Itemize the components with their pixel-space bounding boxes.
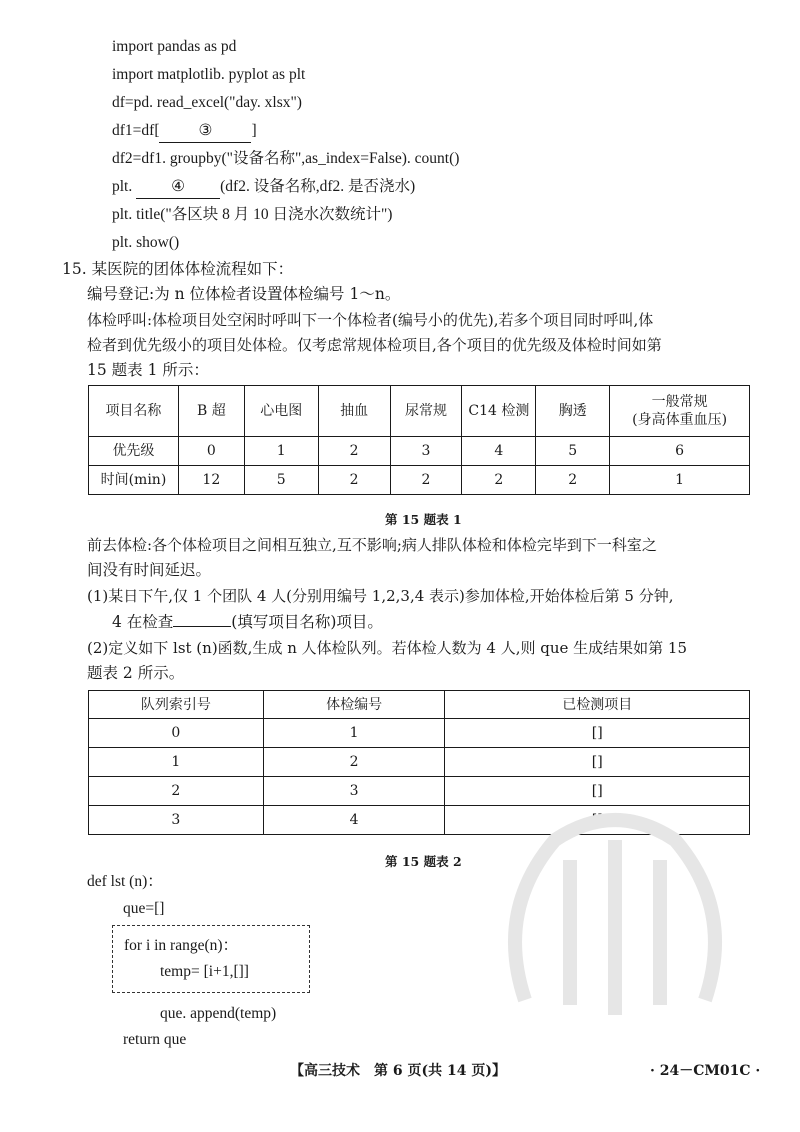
sub-question-1-line-2 (112, 611, 383, 633)
page-footer: 【高三技术 第 6 页(共 14 页)】 (290, 1063, 506, 1079)
table-1-cell: 2 (318, 437, 390, 466)
code-line-show: plt. show() (112, 234, 180, 251)
table-2-cell: 2 (89, 777, 264, 806)
table-2-row (89, 748, 750, 777)
paragraph-go-2: 间没有时间延迟。 (87, 561, 212, 579)
table-2-header-cell: 队列索引号 (89, 691, 264, 719)
table-2-cell: [] (445, 806, 750, 835)
general-label: 一般常规 (651, 394, 708, 410)
table-1-caption: 第 15 题表 1 (385, 512, 462, 527)
code-line-for-loop: for i in range(n)： (124, 937, 239, 954)
code-line-def-lst: def lst (n)： (87, 873, 163, 890)
code-line-groupby: df2=df1. groupby("设备名称",as_index=False). count() (112, 150, 460, 167)
code-df1-suffix: ] (251, 122, 257, 139)
table-1-cell: 0 (178, 437, 244, 466)
table-1-cell: 12 (178, 466, 244, 495)
blank-3: ③ (159, 120, 251, 143)
paragraph-call-2: 检者到优先级小的项目处体检。仅考虑常规体检项目,各个项目的优先级及体检时间如第 (87, 336, 662, 354)
sub-question-2-line-1: (2)定义如下 lst (n)函数,生成 n 人体检队列。若体检人数为 4 人,则 que 生成结果如第 15 (87, 639, 688, 657)
code-line-title: plt. title("各区块 8 月 10 日浇水次数统计") (112, 206, 393, 223)
table-1-cell: 3 (390, 437, 462, 466)
table-1-header-row (89, 386, 750, 437)
code-line-append: que. append(temp) (160, 1005, 277, 1022)
table-2-header-cell: 已检测项目 (445, 691, 750, 719)
paragraph-call-3: 15 题表 1 所示： (87, 361, 209, 379)
table-1-cell: 5 (536, 437, 610, 466)
table-1-header-cell: 心电图 (244, 386, 318, 437)
table-1-header-cell: B 超 (178, 386, 244, 437)
table-1 (88, 385, 750, 495)
table-1-cell: 1 (244, 437, 318, 466)
table-1-cell: 优先级 (89, 437, 179, 466)
sub-question-2-line-2: 题表 2 所示。 (87, 664, 185, 682)
table-2-cell: 4 (263, 806, 445, 835)
page-code: · 24－CM01C · (650, 1063, 761, 1079)
table-1-header-cell: 胸透 (536, 386, 610, 437)
answer-blank (173, 626, 231, 627)
table-1-header-cell: 项目名称 (89, 386, 179, 437)
table-1-cell: 2 (462, 466, 536, 495)
table-1-header-cell: 尿常规 (390, 386, 462, 437)
table-2-caption: 第 15 题表 2 (385, 854, 462, 869)
table-1-header-cell-general (610, 386, 750, 437)
table-1-cell: 2 (536, 466, 610, 495)
table-2-cell: 3 (89, 806, 264, 835)
table-1-header-cell: 抽血 (318, 386, 390, 437)
table-1-cell: 时间(min) (89, 466, 179, 495)
paragraph-call-1: 体检呼叫:体检项目处空闲时呼叫下一个体检者(编号小的优先),若多个项目同时呼叫,体 (87, 311, 654, 329)
table-2-row (89, 719, 750, 748)
code-line-return: return que (123, 1031, 187, 1048)
code-df1-prefix: df1=df[ (112, 122, 160, 139)
table-1-cell: 2 (318, 466, 390, 495)
table-1-priority-row (89, 437, 750, 466)
table-2-cell: [] (445, 719, 750, 748)
table-2-cell: 1 (263, 719, 445, 748)
sub1-suffix: (填写项目名称)项目。 (231, 613, 383, 631)
table-1-cell: 6 (610, 437, 750, 466)
table-1-cell: 4 (462, 437, 536, 466)
code-line-import-matplotlib: import matplotlib. pyplot as plt (112, 66, 306, 83)
blank-4: ④ (136, 176, 220, 199)
table-2-header-cell: 体检编号 (263, 691, 445, 719)
code-line-temp: temp= [i+1,[]] (160, 963, 249, 980)
code-plt-suffix: (df2. 设备名称,df2. 是否浇水) (220, 178, 416, 195)
code-line-que-init: que=[] (123, 900, 165, 917)
paragraph-go-1: 前去体检:各个体检项目之间相互独立,互不影响;病人排队体检和体检完毕到下一科室之 (87, 536, 657, 554)
table-2-cell: 0 (89, 719, 264, 748)
code-line-read-excel: df=pd. read_excel("day. xlsx") (112, 94, 302, 111)
table-2-cell: 1 (89, 748, 264, 777)
table-1-cell: 5 (244, 466, 318, 495)
table-1-cell: 1 (610, 466, 750, 495)
table-2-cell: 3 (263, 777, 445, 806)
table-1-cell: 2 (390, 466, 462, 495)
table-2-cell: [] (445, 748, 750, 777)
table-2-cell: 2 (263, 748, 445, 777)
code-plt-prefix: plt. (112, 178, 133, 195)
table-1-time-row (89, 466, 750, 495)
code-line-plt-plot (112, 176, 415, 199)
table-2-header-row (89, 691, 750, 719)
table-2-cell: [] (445, 777, 750, 806)
question-15-heading: 15. 某医院的团体体检流程如下： (62, 260, 294, 278)
general-sublabel: (身高体重血压) (632, 412, 728, 428)
sub-question-1-line-1: (1)某日下午,仅 1 个团队 4 人(分别用编号 1,2,3,4 表示)参加体检,开始体检后第 5 分钟, (87, 587, 674, 605)
sub1-prefix: 4 在检查 (112, 613, 174, 631)
table-1-header-cell: C14 检测 (462, 386, 536, 437)
code-line-import-pandas: import pandas as pd (112, 38, 237, 55)
paragraph-registration: 编号登记:为 n 位体检者设置体检编号 1～n。 (87, 285, 401, 303)
code-line-df1 (112, 120, 257, 143)
watermark-logo (485, 800, 745, 1030)
